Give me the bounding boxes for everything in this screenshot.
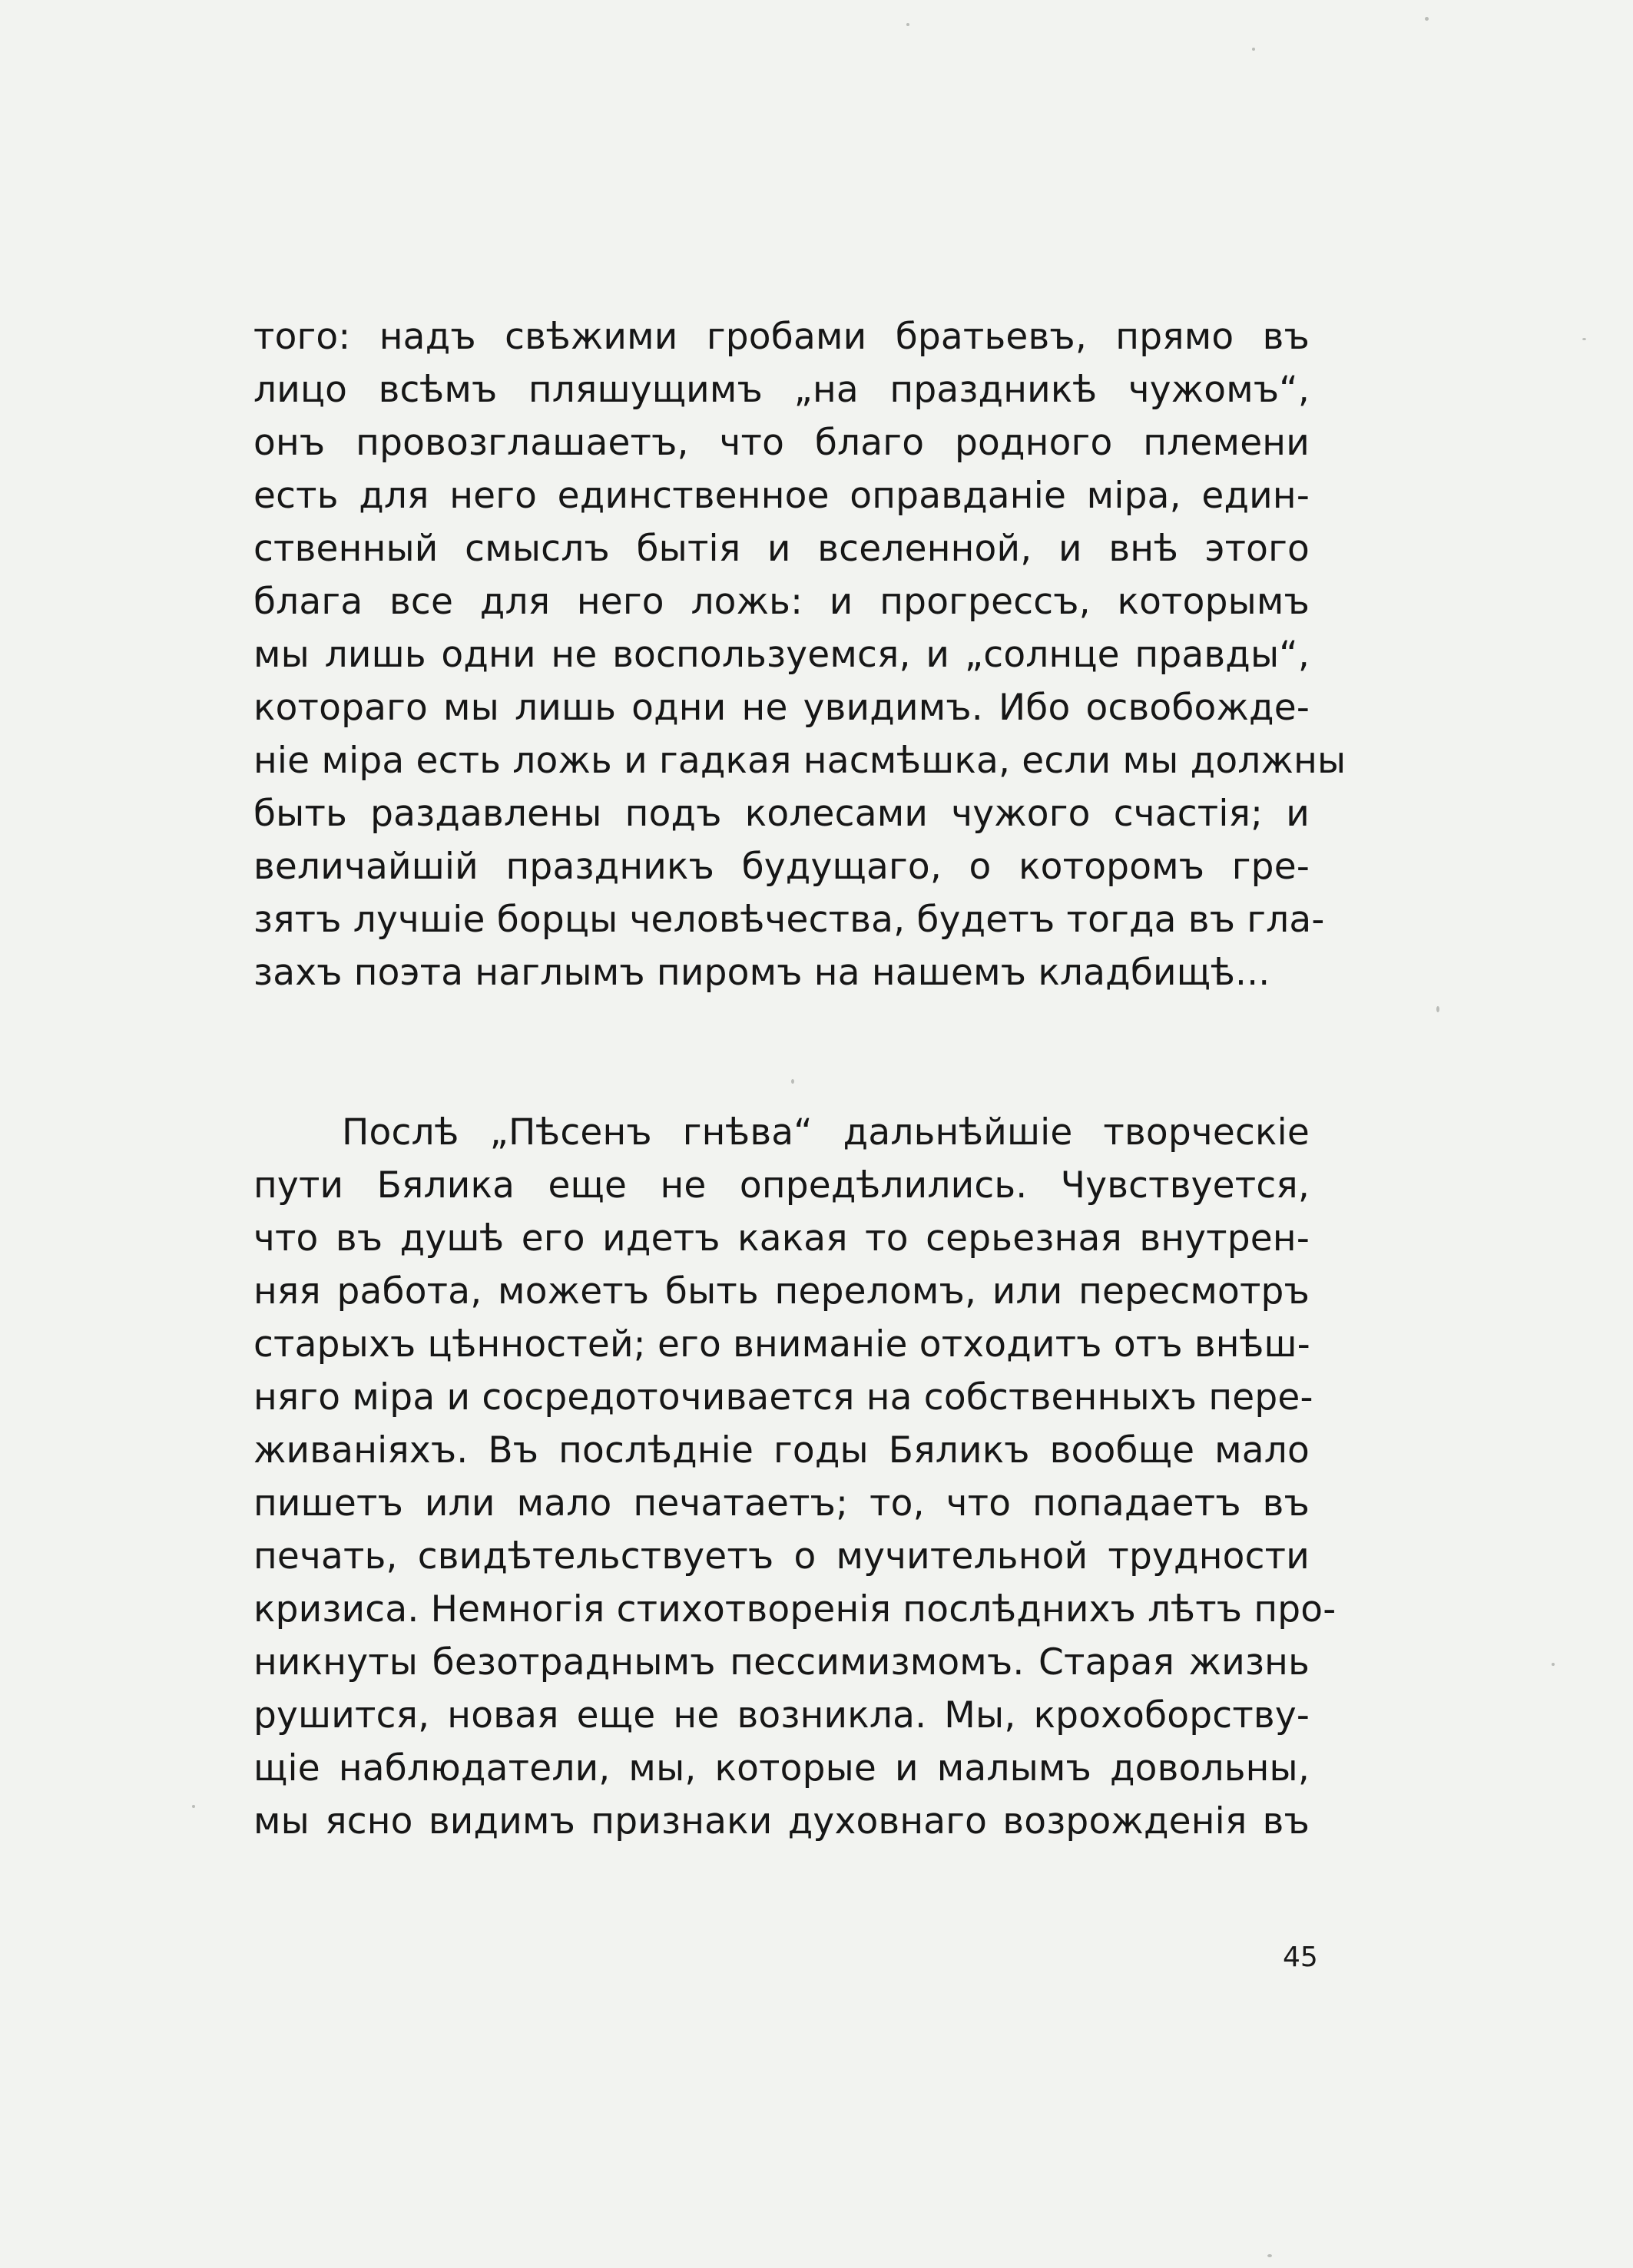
page-number: 45 (1283, 1942, 1318, 1973)
paragraph-2 (253, 1106, 1337, 1848)
text-line: живаніяхъ. Въ послѣдніе годы Бяликъ вообще мало (253, 1429, 1310, 1472)
text-line: старыхъ цѣнностей; его вниманіе отходитъ отъ внѣш- (253, 1323, 1310, 1366)
text-line: зятъ лучшіе борцы человѣчества, будетъ тогда въ гла- (253, 899, 1325, 941)
text-line: есть для него единственное оправданіе міра, един- (253, 475, 1310, 517)
text-line: ніе міра есть ложь и гадкая насмѣшка, если мы должны (253, 740, 1346, 782)
text-line: печать, свидѣтельствуетъ о мучительной трудности (253, 1535, 1310, 1578)
text-line: Послѣ „Пѣсенъ гнѣва“ дальнѣйшіе творческіе (342, 1111, 1310, 1154)
text-line: что въ душѣ его идетъ какая то серьезная внутрен- (253, 1217, 1310, 1260)
text-line: щіе наблюдатели, мы, которые и малымъ довольны, (253, 1747, 1310, 1790)
text-line: быть раздавлены подъ колесами чужого счастія; и (253, 793, 1310, 835)
text-line: няго міра и сосредоточивается на собственныхъ пере- (253, 1376, 1313, 1419)
text-line: того: надъ свѣжими гробами братьевъ, прямо въ (253, 316, 1310, 358)
text-line: пути Бялика еще не опредѣлились. Чувствуется, (253, 1164, 1310, 1207)
text-line: мы лишь одни не воспользуемся, и „солнце правды“, (253, 634, 1310, 676)
text-line: никнуты безотраднымъ пессимизмомъ. Старая жизнь (253, 1641, 1310, 1684)
text-line: онъ провозглашаетъ, что благо родного племени (253, 422, 1310, 464)
text-line: пишетъ или мало печатаетъ; то, что попадаетъ въ (253, 1482, 1310, 1525)
paper-speck (906, 23, 909, 26)
paper-speck (1425, 17, 1429, 21)
text-line: лицо всѣмъ пляшущимъ „на праздникѣ чужомъ“, (253, 369, 1310, 411)
paper-speck (1267, 2254, 1272, 2257)
paper-speck (192, 1805, 195, 1808)
text-line: котораго мы лишь одни не увидимъ. Ибо освобожде- (253, 687, 1310, 729)
text-line: кризиса. Немногія стихотворенія послѣднихъ лѣтъ про- (253, 1588, 1337, 1631)
paper-speck (1436, 1006, 1439, 1012)
paper-speck (1552, 1663, 1555, 1666)
text-line: ственный смыслъ бытія и вселенной, и внѣ этого (253, 528, 1310, 570)
text-line: величайшій праздникъ будущаго, о которомъ гре- (253, 846, 1310, 888)
text-line: блага все для него ложь: и прогрессъ, которымъ (253, 581, 1310, 623)
paragraph-1 (253, 310, 1346, 999)
paper-speck (1582, 338, 1586, 340)
paper-speck (791, 1079, 794, 1084)
text-line: мы ясно видимъ признаки духовнаго возрожденія въ (253, 1800, 1310, 1843)
text-line: рушится, новая еще не возникла. Мы, крохоборству- (253, 1694, 1310, 1737)
text-line: няя работа, можетъ быть переломъ, или пересмотръ (253, 1270, 1310, 1313)
paper-speck (1252, 48, 1255, 51)
text-line: захъ поэта наглымъ пиромъ на нашемъ кладбищѣ... (253, 952, 1270, 994)
